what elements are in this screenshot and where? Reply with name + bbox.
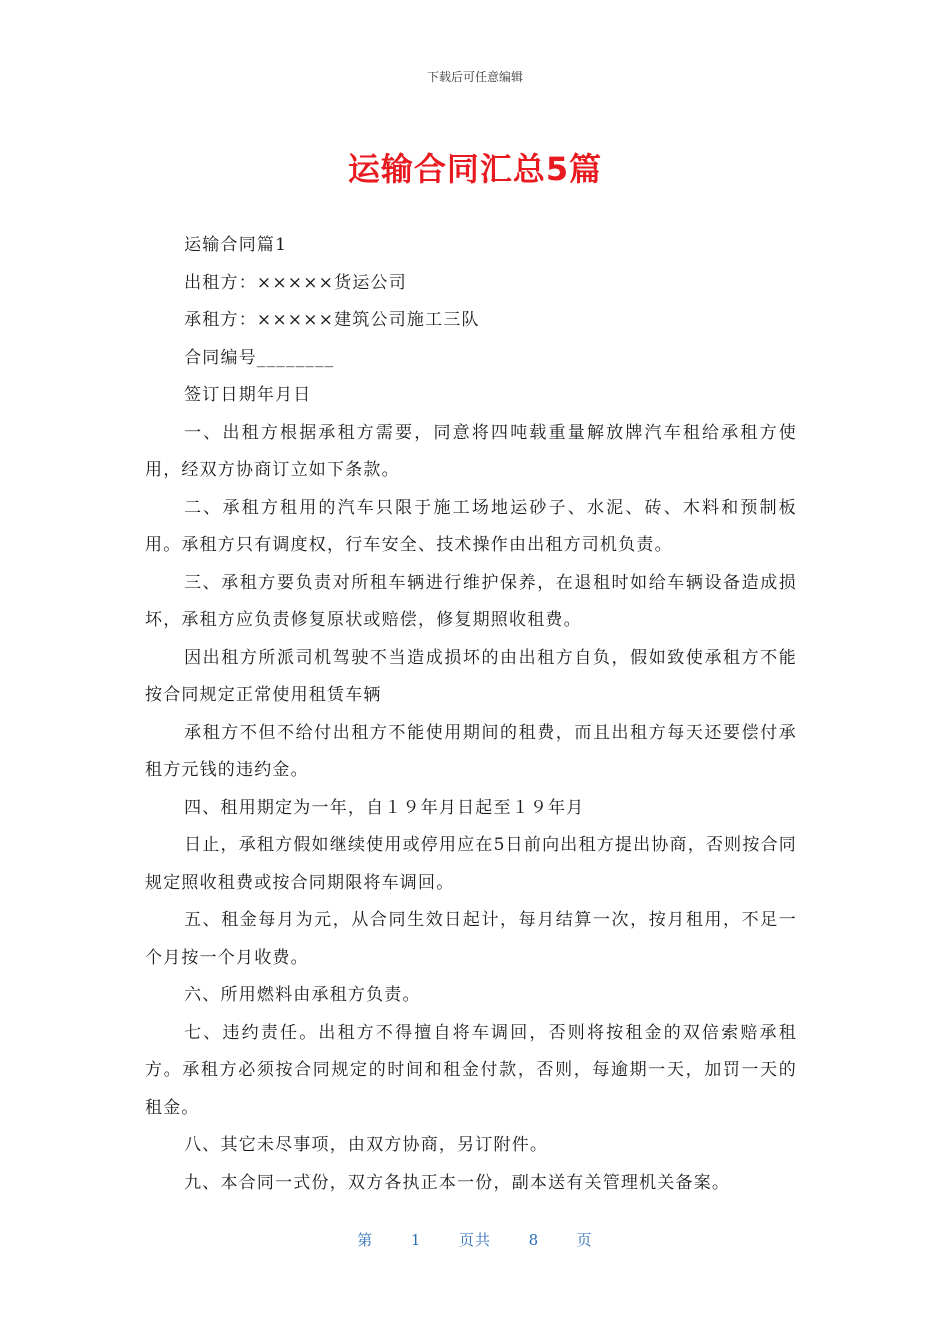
paragraph: 三、承租方要负责对所租车辆进行维护保养，在退租时如给车辆设备造成损坏，承租方应负责修复原状或赔偿，修复期照收租费。 (145, 572, 797, 630)
paragraph: 承租方：×××××建筑公司施工三队 (184, 310, 480, 330)
paragraph: 一、出租方根据承租方需要，同意将四吨载重量解放牌汽车租给承租方使用，经双方协商订立如下条款。 (145, 422, 797, 480)
page-suffix: 页 (576, 1231, 593, 1249)
paragraph: 合同编号________ (184, 347, 335, 368)
paragraph: 七、违约责任。出租方不得擅自将车调回，否则将按租金的双倍索赔承租方。承租方必须按合同规定的时间和租金付款，否则，每逾期一天，加罚一天的租金。 (145, 1022, 797, 1118)
paragraph: 九、本合同一式份，双方各执正本一份，副本送有关管理机关备案。 (184, 1172, 731, 1193)
paragraph: 日止，承租方假如继续使用或停用应在5日前向出租方提出协商，否则按合同规定照收租费或按合同期限将车调回。 (145, 835, 797, 893)
page-middle: 页共 (458, 1231, 491, 1249)
paragraph: 八、其它未尽事项，由双方协商，另订附件。 (184, 1135, 549, 1155)
paragraph: 五、租金每月为元，从合同生效日起计，每月结算一次，按月租用，不足一个月按一个月收费。 (145, 910, 797, 968)
paragraph: 签订日期年月日 (184, 385, 312, 405)
paragraph: 六、所用燃料由承租方负责。 (184, 985, 421, 1005)
paragraph: 因出租方所派司机驾驶不当造成损坏的由出租方自负，假如致使承租方不能按合同规定正常使用租赁车辆 (145, 647, 797, 705)
paragraph: 二、承租方租用的汽车只限于施工场地运砂子、水泥、砖、木料和预制板用。承租方只有调度权，行车安全、技术操作由出租方司机负责。 (145, 497, 797, 555)
paragraph: 四、租用期定为一年，自１９年月日起至１９年月 (184, 797, 585, 818)
total-pages-number: 8 (528, 1231, 540, 1249)
header-note: 下载后可任意编辑 (426, 70, 523, 84)
page-prefix: 第 (357, 1231, 374, 1249)
document-body (145, 227, 797, 1202)
page-footer (0, 1229, 950, 1250)
paragraph: 承租方不但不给付出租方不能使用期间的租费，而且出租方每天还要偿付承租方元钱的违约金。 (145, 722, 797, 780)
document-title: 运输合同汇总5篇 (347, 150, 603, 188)
current-page-number: 1 (410, 1231, 422, 1249)
paragraph: 运输合同篇1 (184, 235, 288, 255)
paragraph: 出租方：×××××货运公司 (184, 272, 407, 293)
